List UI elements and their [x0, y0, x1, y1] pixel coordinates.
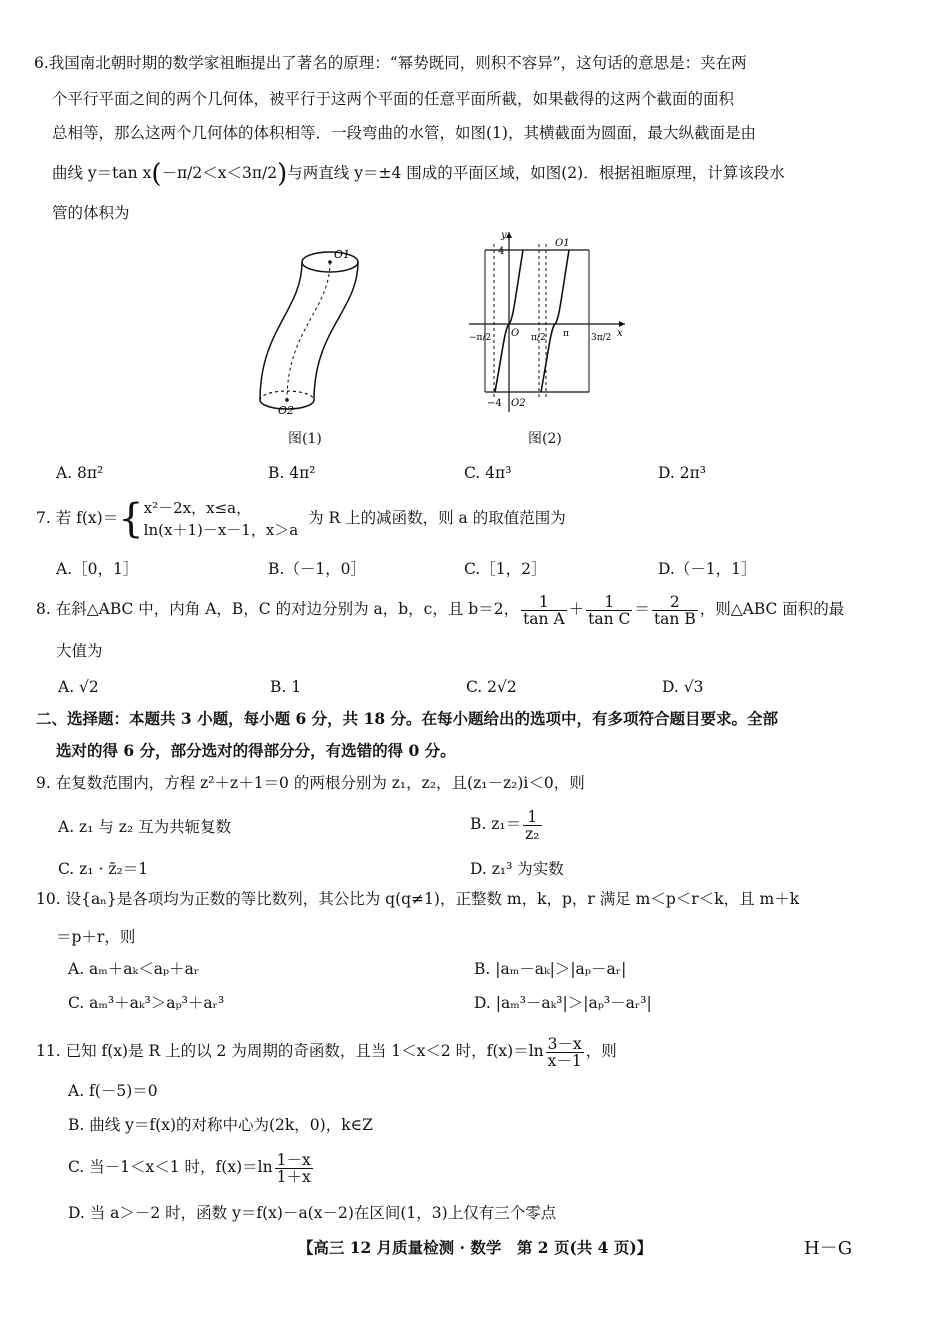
- q9-option-d: D. z₁³ 为实数: [470, 860, 564, 878]
- pipe-bottom-center: [285, 398, 289, 402]
- figure-1-caption: 图(1): [288, 431, 322, 447]
- q11-option-a: A. f(－5)＝0: [68, 1082, 158, 1100]
- q6-line2: 个平行平面之间的两个几何体，被平行于这两个平面的任意平面所截，如果截得的这两个截面的面积: [52, 90, 735, 108]
- q9-stem: 9. 在复数范围内，方程 z²＋z＋1＝0 的两根分别为 z₁，z₂，且(z₁－z₂)i＜0，则: [36, 774, 585, 792]
- q7-stem: [36, 496, 566, 541]
- figure-1-pipe: [240, 240, 400, 425]
- q11-num: 3－x: [547, 1034, 582, 1053]
- q7-option-a: A.［0，1］: [56, 560, 139, 578]
- q11-option-d: D. 当 a＞－2 时，函数 y＝f(x)－a(x－2)在区间(1，3)上仅有三个零点: [68, 1204, 557, 1222]
- q6-line1: 6.我国南北朝时期的数学家祖暅提出了著名的原理：“幂势既同，则积不容异”，这句话的意思是：夹在两: [34, 54, 747, 72]
- q8-option-d: D. √3: [662, 678, 704, 696]
- figure-2-caption: 图(2): [528, 431, 562, 447]
- q8-line2: 大值为: [56, 642, 103, 660]
- q7-post: 为 R 上的减函数，则 a 的取值范围为: [308, 509, 566, 527]
- q11-option-b: B. 曲线 y＝f(x)的对称中心为(2k，0)，k∈Z: [68, 1116, 373, 1134]
- pipe-right-edge: [314, 262, 358, 400]
- q8-f2-den: tan C: [588, 609, 631, 628]
- q7-brace: {: [118, 496, 144, 542]
- pipe-axis-dashed: [287, 262, 330, 400]
- fig2-label-pi-half: π/2: [531, 333, 546, 343]
- q8-f1-num: 1: [521, 594, 567, 611]
- q8-post: ，则△ABC 面积的最: [699, 600, 845, 618]
- q8-f1-den: tan A: [523, 609, 565, 628]
- q9-option-b: [470, 804, 544, 844]
- fig2-label-o2: O2: [511, 398, 526, 409]
- q6-line4-cond: －π/2＜x＜3π/2: [161, 164, 278, 182]
- q6-option-d: D. 2π³: [658, 464, 706, 482]
- q6-line4-pre: 曲线 y＝tan x: [52, 164, 152, 182]
- q7-pre: 7. 若 f(x)＝: [36, 509, 119, 527]
- q6-line5: 管的体积为: [52, 204, 130, 222]
- fig2-label-neg-pi-half: −π/2: [469, 333, 492, 343]
- fig2-label-neg4: −4: [487, 398, 502, 409]
- q9-optb-pre: B. z₁＝: [470, 815, 522, 833]
- q6-option-c: C. 4π³: [464, 464, 512, 482]
- q8-option-a: A. √2: [58, 678, 99, 696]
- fig2-label-4: 4: [498, 246, 505, 257]
- q11-optc-pre: C. 当－1＜x＜1 时，f(x)＝ln: [68, 1158, 273, 1176]
- q8-fraction-1: [521, 594, 567, 627]
- section2-line1: 二、选择题：本题共 3 小题，每小题 6 分，共 18 分。在每小题给出的选项中，有多项符合题目要求。全部: [36, 709, 779, 728]
- q11-optc-den: 1＋x: [276, 1167, 311, 1186]
- figure-2-graph: [465, 228, 630, 418]
- q8-stem: [36, 590, 844, 628]
- tan-curve-branch-2: [541, 250, 569, 392]
- fig2-label-x: x: [617, 328, 623, 339]
- q8-fraction-3: [652, 594, 698, 627]
- q7-case1: x²－2x，x≤a，: [143, 499, 252, 517]
- fig1-label-o1: O1: [334, 248, 351, 261]
- q9-optb-num: 1: [523, 809, 541, 826]
- q11-optc-fraction: [275, 1152, 313, 1185]
- q9-optb-den: z₂: [525, 824, 540, 843]
- q7-piecewise: [144, 497, 299, 541]
- x-axis-arrow-icon: [619, 321, 625, 327]
- q9-option-c: C. z₁ · z̄₂＝1: [58, 860, 149, 878]
- q6-line3: 总相等，那么这两个几何体的体积相等．一段弯曲的水管，如图(1)，其横截面为圆面，最大纵截面是由: [52, 124, 756, 142]
- q11-optc-num: 1－x: [276, 1150, 311, 1169]
- q6-line4: 曲线 y＝tan x(－π/2＜x＜3π/2)与两直线 y＝±4 围成的平面区域，如图(2)．根据祖暅原理，计算该段水: [52, 159, 785, 189]
- section2-line2: 选对的得 6 分，部分选对的得部分分，有选错的得 0 分。: [56, 741, 456, 760]
- q11-post: ，则: [585, 1042, 617, 1060]
- q8-f2-num: 1: [586, 594, 632, 611]
- q11-fraction: [546, 1036, 584, 1069]
- q10-line2: ＝p＋r，则: [56, 928, 136, 946]
- q7-option-c: C.［1，2］: [464, 560, 547, 578]
- q8-eq: ＝: [634, 600, 650, 618]
- page-footer: 【高三 12 月质量检测 · 数学 第 2 页(共 4 页)】: [297, 1238, 653, 1257]
- fig2-label-o: O: [511, 328, 520, 339]
- q7-case2: ln(x＋1)－x－1，x＞a: [143, 521, 299, 539]
- q11-den: x－1: [547, 1051, 582, 1070]
- q10-option-b: B. |aₘ－aₖ|＞|aₚ－aᵣ|: [474, 960, 627, 978]
- q8-pre: 8. 在斜△ABC 中，内角 A，B，C 的对边分别为 a，b，c，且 b＝2，: [36, 600, 520, 618]
- q8-plus: ＋: [568, 600, 585, 618]
- q9-optb-fraction: [523, 809, 541, 842]
- q8-f3-den: tan B: [653, 609, 696, 628]
- pipe-left-edge: [260, 262, 302, 400]
- q6-option-a: A. 8π²: [56, 464, 104, 482]
- fig2-label-three-pi-half: 3π/2: [591, 333, 612, 343]
- q10-option-d: D. |aₘ³－aₖ³|＞|aₚ³－aᵣ³|: [474, 994, 652, 1012]
- y-axis-arrow-icon: [506, 232, 512, 238]
- q6-option-b: B. 4π²: [268, 464, 316, 482]
- q6-line4-post: 与两直线 y＝±4 围成的平面区域，如图(2)．根据祖暅原理，计算该段水: [287, 164, 785, 182]
- q7-option-d: D.（－1，1］: [658, 560, 757, 578]
- q8-f3-num: 2: [652, 594, 698, 611]
- q7-option-b: B.（－1，0］: [268, 560, 367, 578]
- q10-option-a: A. aₘ＋aₖ＜aₚ＋aᵣ: [68, 960, 200, 978]
- fig1-label-o2: O2: [278, 404, 295, 417]
- fig2-label-o1: O1: [555, 238, 570, 249]
- q10-option-c: C. aₘ³＋aₖ³＞aₚ³＋aᵣ³: [68, 994, 225, 1012]
- q11-pre: 11. 已知 f(x)是 R 上的以 2 为周期的奇函数，且当 1＜x＜2 时，f(x)＝ln: [36, 1042, 544, 1060]
- q8-fraction-2: [586, 594, 632, 627]
- q8-option-b: B. 1: [270, 678, 302, 696]
- q11-stem: [36, 1032, 617, 1070]
- q9-option-a: A. z₁ 与 z₂ 互为共轭复数: [58, 818, 232, 836]
- q8-option-c: C. 2√2: [466, 678, 517, 696]
- fig2-label-y: y: [501, 230, 507, 241]
- q10-line1: 10. 设{aₙ}是各项均为正数的等比数列，其公比为 q(q≠1)，正整数 m，k，p，r 满足 m＜p＜r＜k，且 m＋k: [36, 890, 800, 908]
- paper-code: H－G: [804, 1238, 853, 1259]
- fig2-label-pi: π: [563, 329, 569, 339]
- q11-option-c: [68, 1148, 315, 1186]
- pipe-top-center: [328, 260, 332, 264]
